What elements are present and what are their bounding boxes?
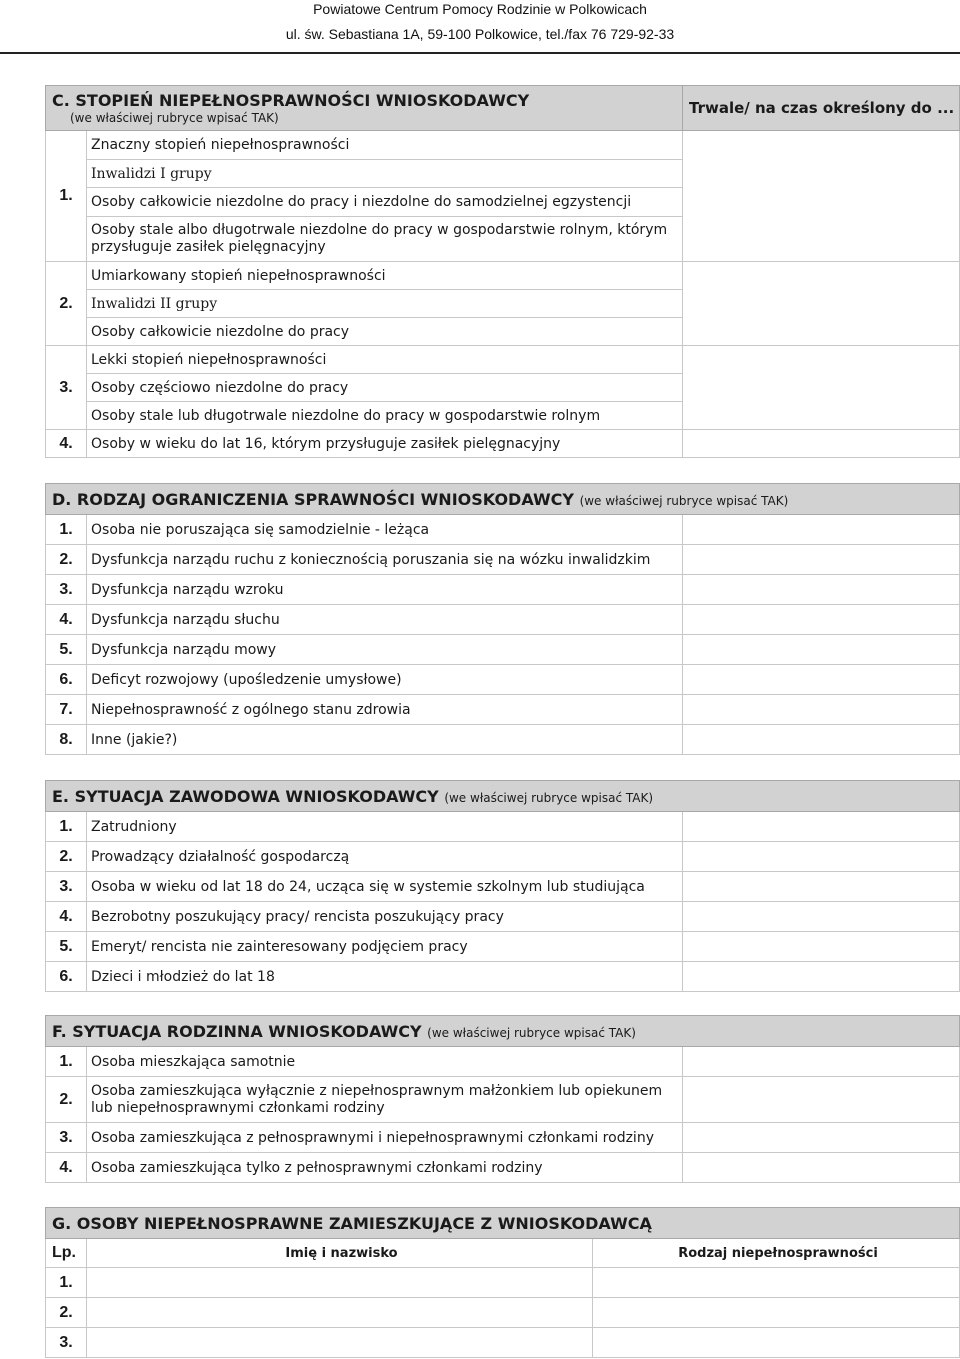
section-f-header xyxy=(46,1016,960,1047)
employment-status: Dzieci i młodzież do lat 18 xyxy=(87,962,683,992)
disability-category: Osoby stale albo długotrwale niezdolne do pracy w gospodarstwie rolnym, którym przysługuje zasiłek pielęgnacyjny xyxy=(87,217,683,262)
section-c-table xyxy=(45,85,960,458)
row-number: 2. xyxy=(46,1077,87,1123)
section-d-table xyxy=(45,483,960,755)
group-number: 4. xyxy=(46,430,87,458)
disability-category: Umiarkowany stopień niepełnosprawności xyxy=(87,262,683,290)
answer-field[interactable] xyxy=(683,515,960,545)
row-number: 3. xyxy=(46,1123,87,1153)
row-number: 5. xyxy=(46,932,87,962)
answer-field[interactable] xyxy=(683,635,960,665)
answer-field[interactable] xyxy=(683,545,960,575)
row-number: 3. xyxy=(46,872,87,902)
section-g-table xyxy=(45,1207,960,1358)
answer-field[interactable] xyxy=(683,575,960,605)
section-f-note: (we właściwej rubryce wpisać TAK) xyxy=(427,1025,636,1040)
name-field[interactable] xyxy=(87,1268,593,1298)
section-c-subtitle: (we właściwej rubryce wpisać TAK) xyxy=(70,110,279,125)
family-situation: Osoba zamieszkująca z pełnosprawnymi i niepełnosprawnymi członkami rodziny xyxy=(87,1123,683,1153)
row-number: 1. xyxy=(46,812,87,842)
answer-field[interactable] xyxy=(683,812,960,842)
row-number: 3. xyxy=(46,575,87,605)
group-number: 2. xyxy=(46,262,87,346)
section-g-header: G. OSOBY NIEPEŁNOSPRAWNE ZAMIESZKUJĄCE Z WNIOSKODAWCĄ xyxy=(46,1208,960,1239)
row-number: 2. xyxy=(46,545,87,575)
row-number: 5. xyxy=(46,635,87,665)
name-field[interactable] xyxy=(87,1328,593,1358)
section-e-table xyxy=(45,780,960,992)
section-f-table xyxy=(45,1015,960,1183)
disability-category: Lekki stopień niepełnosprawności xyxy=(87,346,683,374)
answer-field[interactable] xyxy=(683,605,960,635)
organization-address: ul. św. Sebastiana 1A, 59-100 Polkowice, tel./fax 76 729-92-33 xyxy=(285,26,675,42)
disability-type-field[interactable] xyxy=(593,1298,960,1328)
answer-field[interactable] xyxy=(683,1047,960,1077)
answer-field[interactable] xyxy=(683,932,960,962)
period-field[interactable] xyxy=(683,430,960,458)
answer-field[interactable] xyxy=(683,902,960,932)
period-field[interactable] xyxy=(683,262,960,346)
disability-category: Osoby w wieku do lat 16, którym przysługuje zasiłek pielęgnacyjny xyxy=(87,430,683,458)
row-number: 4. xyxy=(46,902,87,932)
section-f-title: F. SYTUACJA RODZINNA WNIOSKODAWCY xyxy=(52,1021,422,1041)
disability-category: Inwalidzi I grupy xyxy=(87,160,683,188)
employment-status: Bezrobotny poszukujący pracy/ rencista poszukujący pracy xyxy=(87,902,683,932)
row-number: 1. xyxy=(46,1047,87,1077)
section-c-header xyxy=(46,86,683,131)
name-field[interactable] xyxy=(87,1298,593,1328)
family-situation: Osoba zamieszkująca wyłącznie z niepełnosprawnym małżonkiem lub opiekunem lub niepełnosprawnymi członkami rodziny xyxy=(87,1077,683,1123)
employment-status: Prowadzący działalność gospodarczą xyxy=(87,842,683,872)
employment-status: Emeryt/ rencista nie zainteresowany podjęciem pracy xyxy=(87,932,683,962)
section-d-title: D. RODZAJ OGRANICZENIA SPRAWNOŚCI WNIOSKODAWCY xyxy=(52,489,574,509)
limitation-type: Niepełnosprawność z ogólnego stanu zdrowia xyxy=(87,695,683,725)
family-situation: Osoba mieszkająca samotnie xyxy=(87,1047,683,1077)
answer-field[interactable] xyxy=(683,842,960,872)
column-header-lp: Lp. xyxy=(46,1239,87,1268)
answer-field[interactable] xyxy=(683,872,960,902)
answer-field[interactable] xyxy=(683,962,960,992)
answer-field[interactable] xyxy=(683,695,960,725)
disability-category: Inwalidzi II grupy xyxy=(87,290,683,318)
employment-status: Osoba w wieku od lat 18 do 24, ucząca się w systemie szkolnym lub studiująca xyxy=(87,872,683,902)
period-field[interactable] xyxy=(683,346,960,430)
row-number: 6. xyxy=(46,665,87,695)
row-number: 6. xyxy=(46,962,87,992)
family-situation: Osoba zamieszkująca tylko z pełnosprawnymi członkami rodziny xyxy=(87,1153,683,1183)
disability-type-field[interactable] xyxy=(593,1268,960,1298)
organization-name: Powiatowe Centrum Pomocy Rodzinie w Polkowicach xyxy=(313,1,647,17)
section-e-title: E. SYTUACJA ZAWODOWA WNIOSKODAWCY xyxy=(52,786,439,806)
answer-field[interactable] xyxy=(683,1077,960,1123)
row-number: 4. xyxy=(46,605,87,635)
limitation-type: Inne (jakie?) xyxy=(87,725,683,755)
row-number: 8. xyxy=(46,725,87,755)
section-d-note: (we właściwej rubryce wpisać TAK) xyxy=(579,493,789,508)
column-header-name: Imię i nazwisko xyxy=(87,1239,593,1268)
answer-field[interactable] xyxy=(683,1123,960,1153)
answer-field[interactable] xyxy=(683,1153,960,1183)
row-number: 1. xyxy=(46,1268,87,1298)
employment-status: Zatrudniony xyxy=(87,812,683,842)
section-d-header xyxy=(46,484,960,515)
group-number: 1. xyxy=(46,131,87,262)
answer-field[interactable] xyxy=(683,725,960,755)
row-number: 2. xyxy=(46,1298,87,1328)
section-c-period-header: Trwale/ na czas określony do ... xyxy=(683,86,960,131)
disability-category: Osoby stale lub długotrwale niezdolne do pracy w gospodarstwie rolnym xyxy=(87,402,683,430)
disability-category: Osoby całkowicie niezdolne do pracy i niezdolne do samodzielnej egzystencji xyxy=(87,188,683,217)
row-number: 1. xyxy=(46,515,87,545)
group-number: 3. xyxy=(46,346,87,430)
period-field[interactable] xyxy=(683,131,960,262)
limitation-type: Dysfunkcja narządu mowy xyxy=(87,635,683,665)
limitation-type: Dysfunkcja narządu wzroku xyxy=(87,575,683,605)
row-number: 7. xyxy=(46,695,87,725)
section-e-header xyxy=(46,781,960,812)
header-divider xyxy=(0,52,960,54)
row-number: 3. xyxy=(46,1328,87,1358)
disability-category: Osoby całkowicie niezdolne do pracy xyxy=(87,318,683,346)
column-header-disability-type: Rodzaj niepełnosprawności xyxy=(593,1239,960,1268)
answer-field[interactable] xyxy=(683,665,960,695)
section-e-note: (we właściwej rubryce wpisać TAK) xyxy=(444,790,654,805)
disability-type-field[interactable] xyxy=(593,1328,960,1358)
limitation-type: Osoba nie poruszająca się samodzielnie - leżąca xyxy=(87,515,683,545)
section-c-title: C. STOPIEŃ NIEPEŁNOSPRAWNOŚCI WNIOSKODAWCY xyxy=(52,90,530,110)
limitation-type: Dysfunkcja narządu ruchu z koniecznością poruszania się na wózku inwalidzkim xyxy=(87,545,683,575)
disability-category: Osoby częściowo niezdolne do pracy xyxy=(87,374,683,402)
limitation-type: Dysfunkcja narządu słuchu xyxy=(87,605,683,635)
limitation-type: Deficyt rozwojowy (upośledzenie umysłowe) xyxy=(87,665,683,695)
row-number: 4. xyxy=(46,1153,87,1183)
row-number: 2. xyxy=(46,842,87,872)
disability-category: Znaczny stopień niepełnosprawności xyxy=(87,131,683,160)
